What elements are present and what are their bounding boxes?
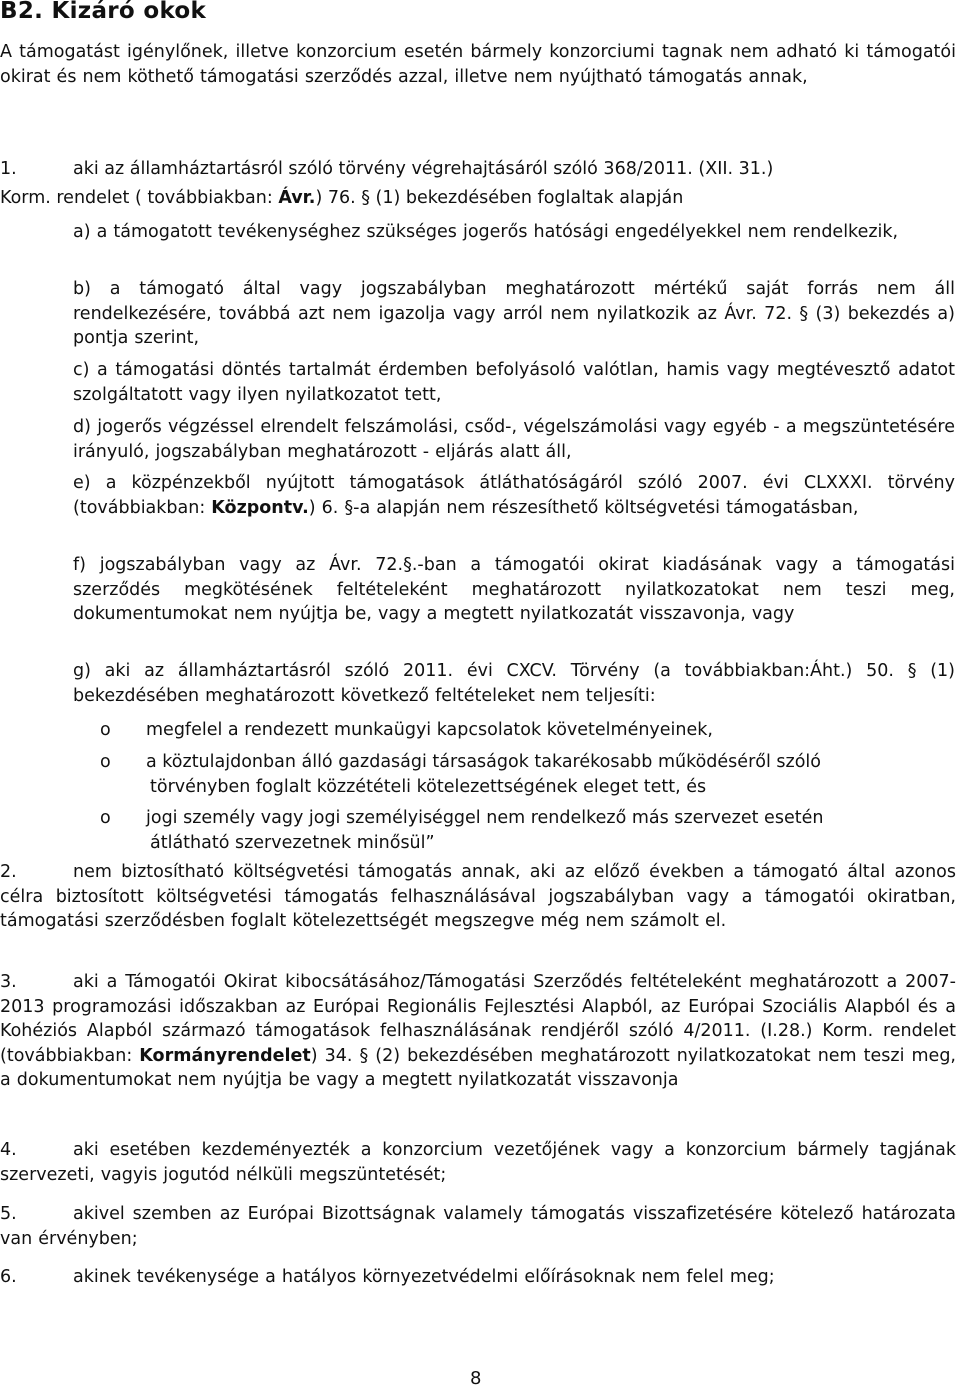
item-5-text: akivel szemben az Európai Bizottságnak valamely támogatás visszafizetésére kötelező határozata van érvényben;: [0, 1204, 956, 1249]
intro-paragraph: A támogatást igénylőnek, illetve konzorcium esetén bármely konzorciumi tagnak nem adható ki támogatói okirat és nem köthető támogatási szerződés azzal, illetve nem nyújtható támogatás annak,: [0, 42, 956, 87]
item-5-number: 5.: [0, 1204, 17, 1224]
item-1-f: f) jogszabályban vagy az Ávr. 72.§.-ban a támogatói okirat kiadásának vagy a támogatási szerződés megkötésének feltételeként meghatározott nyilatkozatokat nem teszi meg, dokumentumokat nem nyújtja be, vagy a megtett nyilatkozatát visszavonja, vagy: [73, 555, 955, 624]
item-3-number: 3.: [0, 972, 17, 992]
item-6-text: akinek tevékenysége a hatályos környezetvédelmi előírásoknak nem felel meg;: [73, 1267, 775, 1287]
item-1-a: a) a támogatott tevékenységhez szükséges jogerős hatósági engedélyekkel nem rendelkezik,: [73, 222, 899, 242]
item-2-text: nem biztosítható költségvetési támogatás annak, aki az előző években a támogató által azonos célra biztosított költségvetési támogatás felhasználásával jogszabályban vagy a támogatói okiratban, támogatási szerződésben foglalt kötelezettségét megszegve még nem számolt el.: [0, 862, 956, 931]
section-heading: B2. Kizáró okok: [0, 0, 207, 24]
item-1-line1: aki az államháztartásról szóló törvény végrehajtásáról szóló 368/2011. (XII. 31.): [73, 159, 774, 179]
item-1-line2: Korm. rendelet ( továbbiakban: Ávr.) 76. § (1) bekezdésében foglaltak alapján: [0, 188, 684, 208]
kozpenztv-abbrev: Központv.: [211, 497, 309, 518]
item-1-c: c) a támogatási döntés tartalmát érdemben befolyásoló valótlan, hamis vagy megtévesztő adatot szolgáltatott vagy ilyen nyilatkozatot tett,: [73, 360, 955, 405]
sub-item-2-line1: a köztulajdonban álló gazdasági társaságok takarékosabb működéséről szóló: [146, 752, 821, 772]
bullet-2: o: [100, 752, 111, 772]
item-6-number: 6.: [0, 1267, 17, 1287]
bullet-1: o: [100, 720, 111, 740]
sub-item-2-line2: törvényben foglalt közzétételi kötelezettségének eleget tett, és: [150, 777, 707, 797]
sub-item-3-line1: jogi személy vagy jogi személyiséggel nem rendelkező más szervezet esetén: [146, 808, 824, 828]
item-1-number: 1.: [0, 159, 17, 179]
kormanyrendelet-abbrev: Kormányrendelet: [139, 1045, 311, 1066]
item-4-text: aki esetében kezdeményezték a konzorcium vezetőjének vagy a konzorcium bármely tagjának szervezeti, vagyis jogutód nélküli megszüntetését;: [0, 1140, 956, 1185]
item-4-number: 4.: [0, 1140, 17, 1160]
sub-item-1: megfelel a rendezett munkaügyi kapcsolatok követelményeinek,: [146, 720, 713, 740]
item-1-d: d) jogerős végzéssel elrendelt felszámolási, csőd-, végelszámolási vagy egyéb - a megszüntetésére irányuló, jogszabályban meghatározott - eljárás alatt áll,: [73, 417, 955, 462]
item-2-number: 2.: [0, 862, 17, 882]
item-1-b: b) a támogató által vagy jogszabályban meghatározott mértékű saját forrás nem áll rendelkezésére, továbbá azt nem igazolja vagy arról nem nyilatkozik az Ávr. 72. § (3) bekezdés a) pontja szerint,: [73, 279, 955, 348]
page-number: 8: [470, 1368, 482, 1389]
item-3-text: aki a Támogatói Okirat kibocsátásához/Támogatási Szerződés feltételeként meghatározott a 2007-2013 programozási időszakban az Európai Regionális Fejlesztési Alapból, az Európai Szociális Alapból és a Kohéziós Alapból származó támogatások felhasználásának rendjéről szóló 4/2011. (I.28.) Korm. rendelet (továbbiakban: Kormányrendelet) 34. § (2) bekezdésében meghatározott nyilatkozatokat nem teszi meg, a dokumentumokat nem nyújtja be vagy a megtett nyilatkozatát visszavonja: [0, 972, 956, 1090]
avr-abbrev: Ávr.: [278, 188, 316, 208]
bullet-3: o: [100, 808, 111, 828]
item-1-e: e) a közpénzekből nyújtott támogatások átláthatóságáról szóló 2007. évi CLXXXI. törvény (továbbiakban: Központv.) 6. §-a alapján nem részesíthető költségvetési támogatásban,: [73, 473, 955, 518]
item-1-g: g) aki az államháztartásról szóló 2011. évi CXCV. Törvény (a továbbiakban:Áht.) 50. § (1) bekezdésében meghatározott következő feltételeket nem teljesíti:: [73, 661, 955, 706]
sub-item-3-line2: átlátható szervezetnek minősül”: [150, 833, 435, 853]
